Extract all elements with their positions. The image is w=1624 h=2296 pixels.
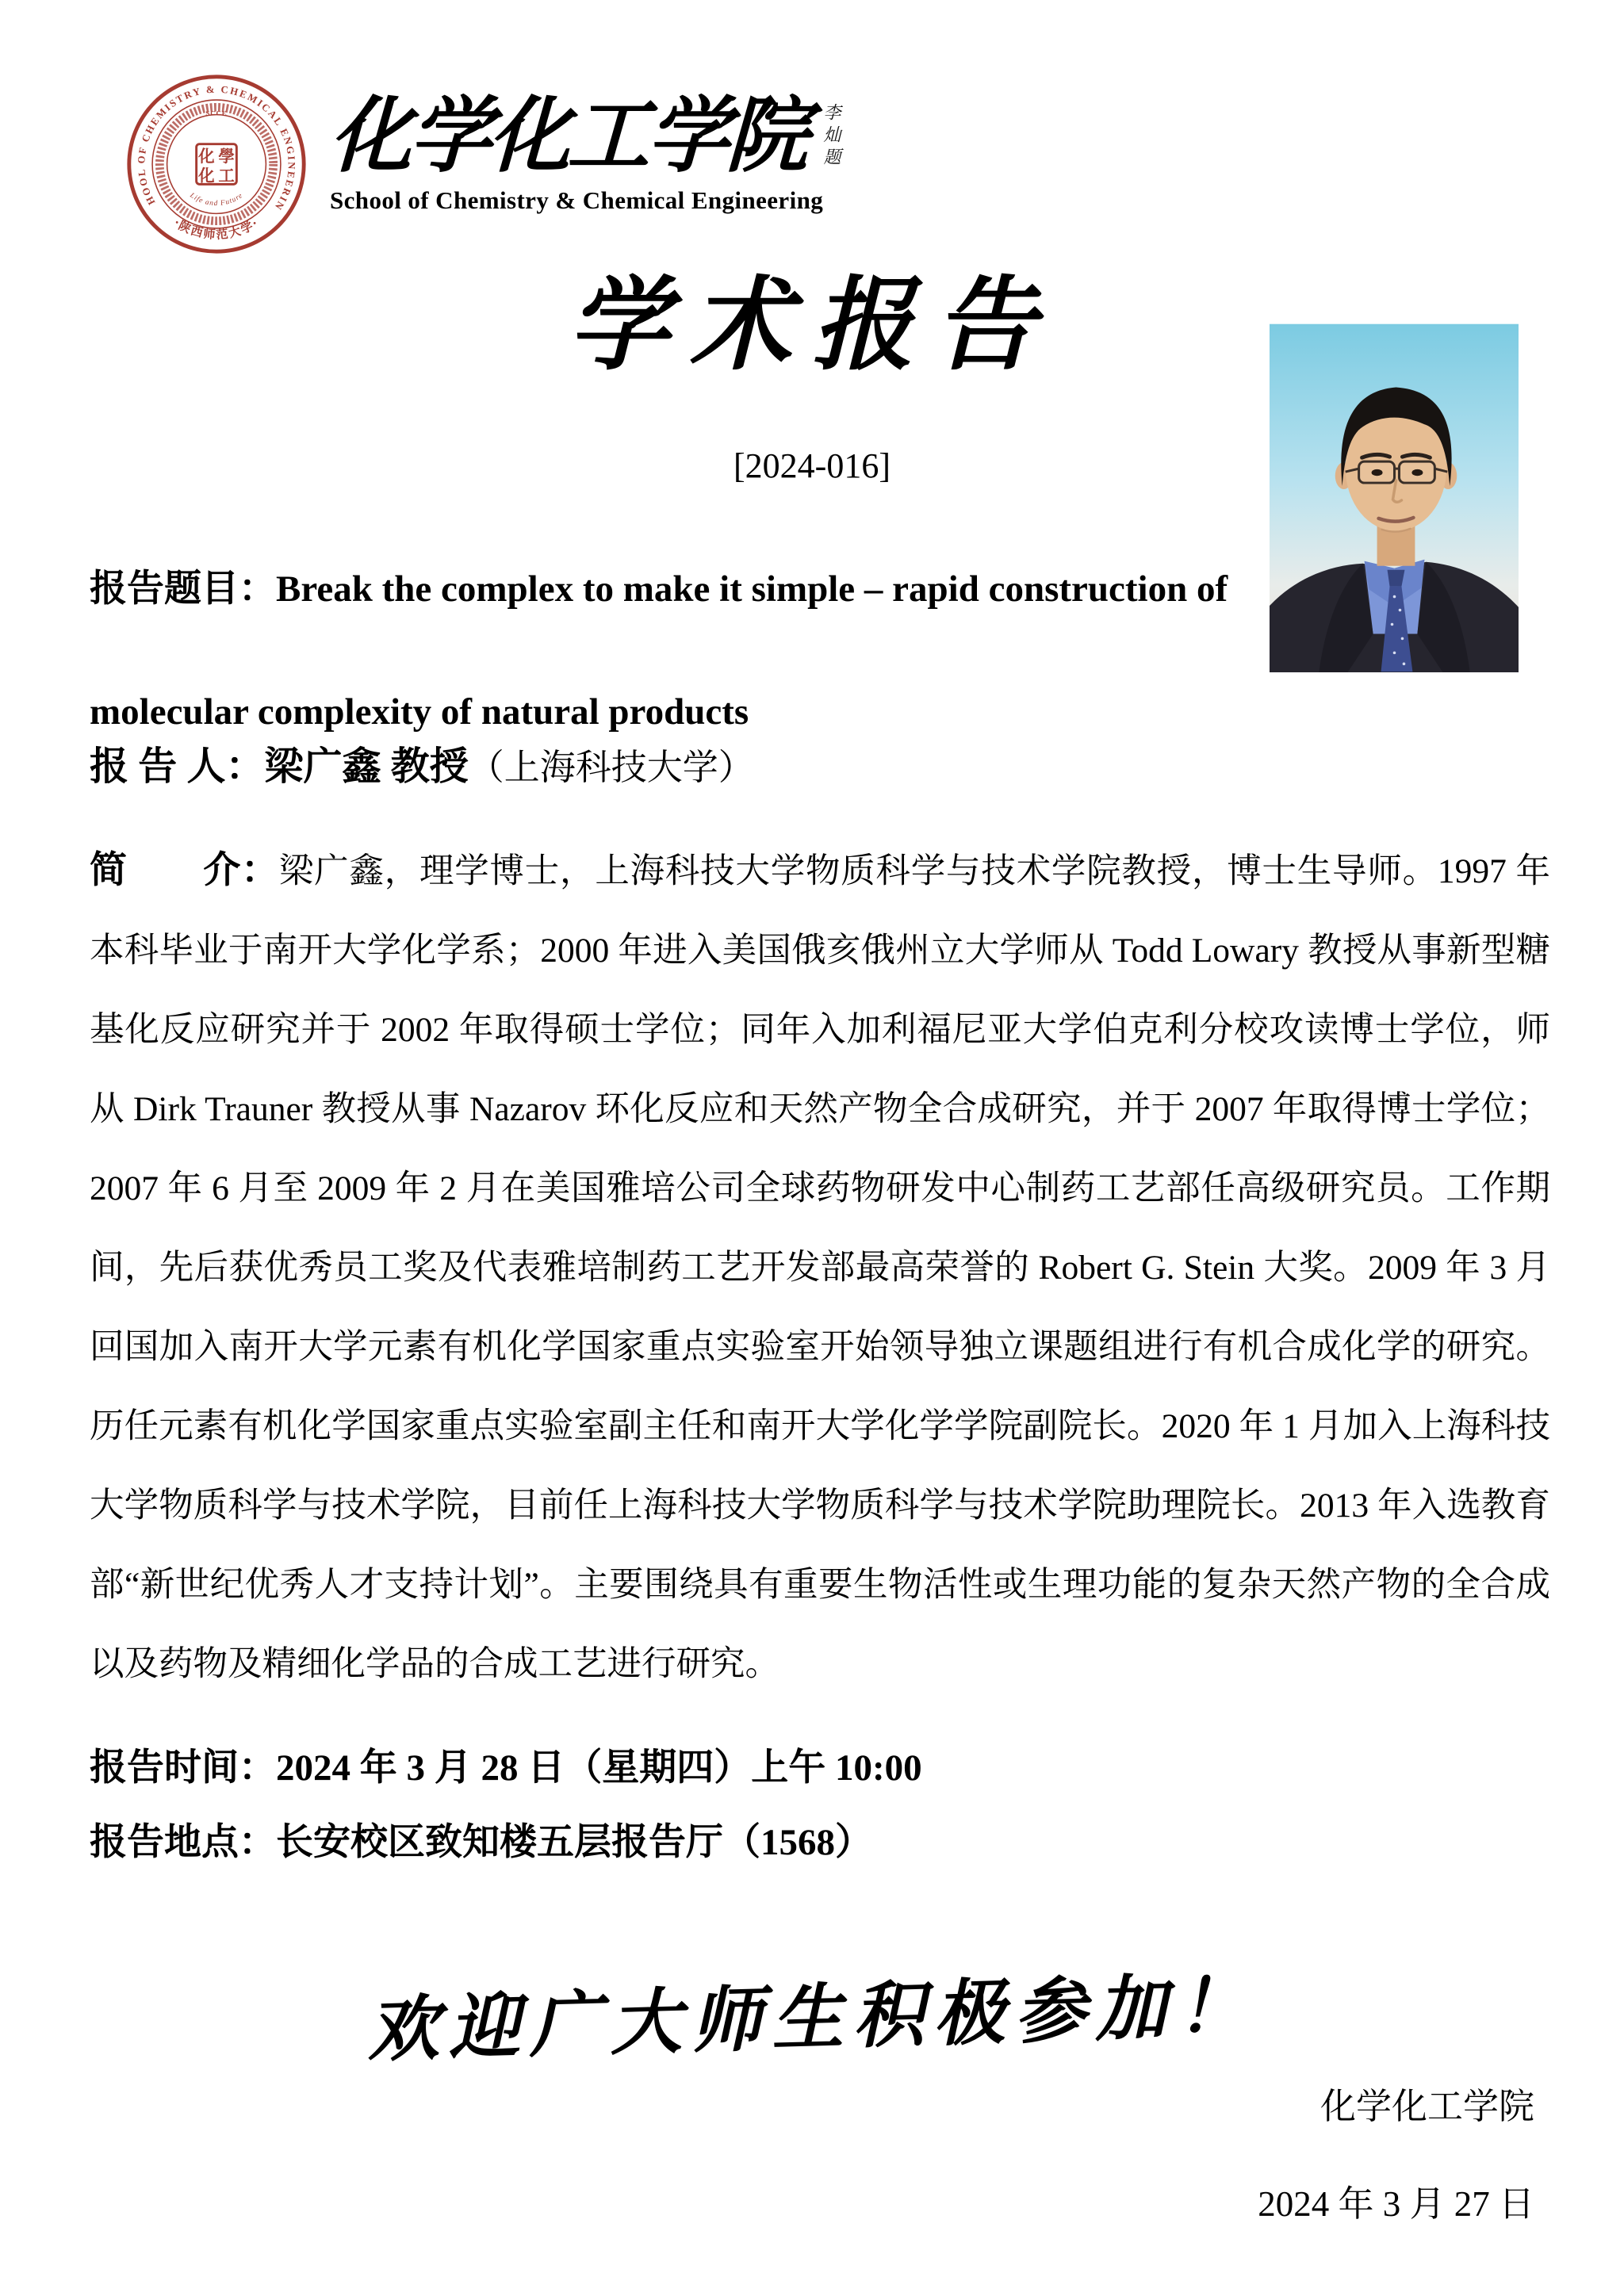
speaker-portrait: [1270, 323, 1519, 672]
speaker-label: 报 告 人：: [90, 744, 265, 788]
seal-char-1: 化: [198, 147, 215, 166]
venue-value: 长安校区致知楼五层报告厅（1568）: [276, 1822, 872, 1863]
time-label: 报告时间：: [90, 1747, 276, 1789]
seal-inner-ring: [167, 115, 266, 214]
seal-motto: Life and Future: [188, 191, 245, 209]
page-title: 学术报告: [567, 266, 1056, 385]
school-name-calligraphy: 化学化工学院: [327, 86, 808, 184]
eye-left: [1372, 469, 1383, 476]
seal-graphic: [119, 63, 309, 257]
topic-value: Break the complex to make it simple – rapid construction of molecular complexity of natural products: [90, 568, 1228, 733]
seal-ring-text: SCHOOL OF CHEMISTRY & CHEMICAL ENGINEERING: [119, 63, 297, 213]
biography-label: 简 介：: [90, 850, 279, 891]
seal-char-4: 工: [218, 166, 235, 186]
seal-mid-ring: [152, 100, 281, 228]
school-name-english: School of Chemistry & Chemical Engineering: [330, 186, 824, 215]
time-value: 2024 年 3 月 28 日（星期四）上午 10:00: [276, 1747, 922, 1789]
seal-center-square: [197, 144, 237, 186]
issue-date: 2024 年 3 月 27 日: [1258, 2184, 1534, 2224]
seal-university-name: ·陕西师范大学·: [170, 215, 262, 243]
seal-outer-ring: [129, 77, 304, 251]
seal-acronym: SCCE: [205, 109, 228, 117]
time-line: [90, 1738, 922, 1791]
topic-label: 报告题目：: [90, 568, 276, 610]
signature-block: [1258, 2077, 1534, 2226]
letterhead: [119, 63, 843, 257]
issuing-organization: 化学化工学院: [1320, 2087, 1534, 2126]
seal-char-3: 化: [198, 166, 215, 186]
university-seal: [119, 63, 309, 257]
welcome-message: 欢迎广大师生积极参加！: [366, 1963, 1258, 2072]
venue-line: [90, 1812, 872, 1866]
calligrapher-signature: 李灿题: [821, 103, 841, 170]
seal-char-2: 學: [218, 147, 235, 166]
eye-right: [1411, 469, 1423, 476]
speaker-affiliation: （上海科技大学）: [468, 748, 754, 787]
speaker-line: [90, 736, 754, 791]
biography-text: 梁广鑫，理学博士，上海科技大学物质科学与技术学院教授，博士生导师。1997 年本科毕业于南开大学化学系；2000 年进入美国俄亥俄州立大学师从 Todd Lowary 教授从事新型糖基化反应研究并于 2002 年取得硕士学位；同年入加利福尼亚大学伯克利分校攻读博士学位，师从 Dirk Trauner 教授从事 Nazarov 环化反应和天然产物全合成研究，并于 2007 年取得博士学位；2007 年 6 月至 2009 年 2 月在美国雅培公司全球药物研发中心制药工艺部任高级研究员。工作期间，先后获优秀员工奖及代表雅培制药工艺开发部最高荣誉的 Robert G. Stein 大奖。2009 年 3 月回国加入南开大学元素有机化学国家重点实验室开始领导独立课题组进行有机合成化学的研究。历任元素有机化学国家重点实验室副主任和南开大学化学学院副院长。2020 年 1 月加入上海科技大学物质科学与技术学院，目前任上海科技大学物质科学与技术学院助理院长。2013 年入选教育部“新世纪优秀人才支持计划”。主要围绕具有重要生物活性或生理功能的复杂天然产物的全合成以及药物及精细化学品的合成工艺进行研究。: [90, 852, 1551, 1683]
biography-paragraph: [90, 831, 1550, 1704]
venue-label: 报告地点：: [90, 1822, 276, 1863]
speaker-photo: [1270, 323, 1519, 672]
school-brand: [327, 71, 843, 215]
speaker-name: 梁广鑫 教授: [264, 744, 469, 788]
seminar-serial-number: [2024-016]: [733, 446, 891, 485]
